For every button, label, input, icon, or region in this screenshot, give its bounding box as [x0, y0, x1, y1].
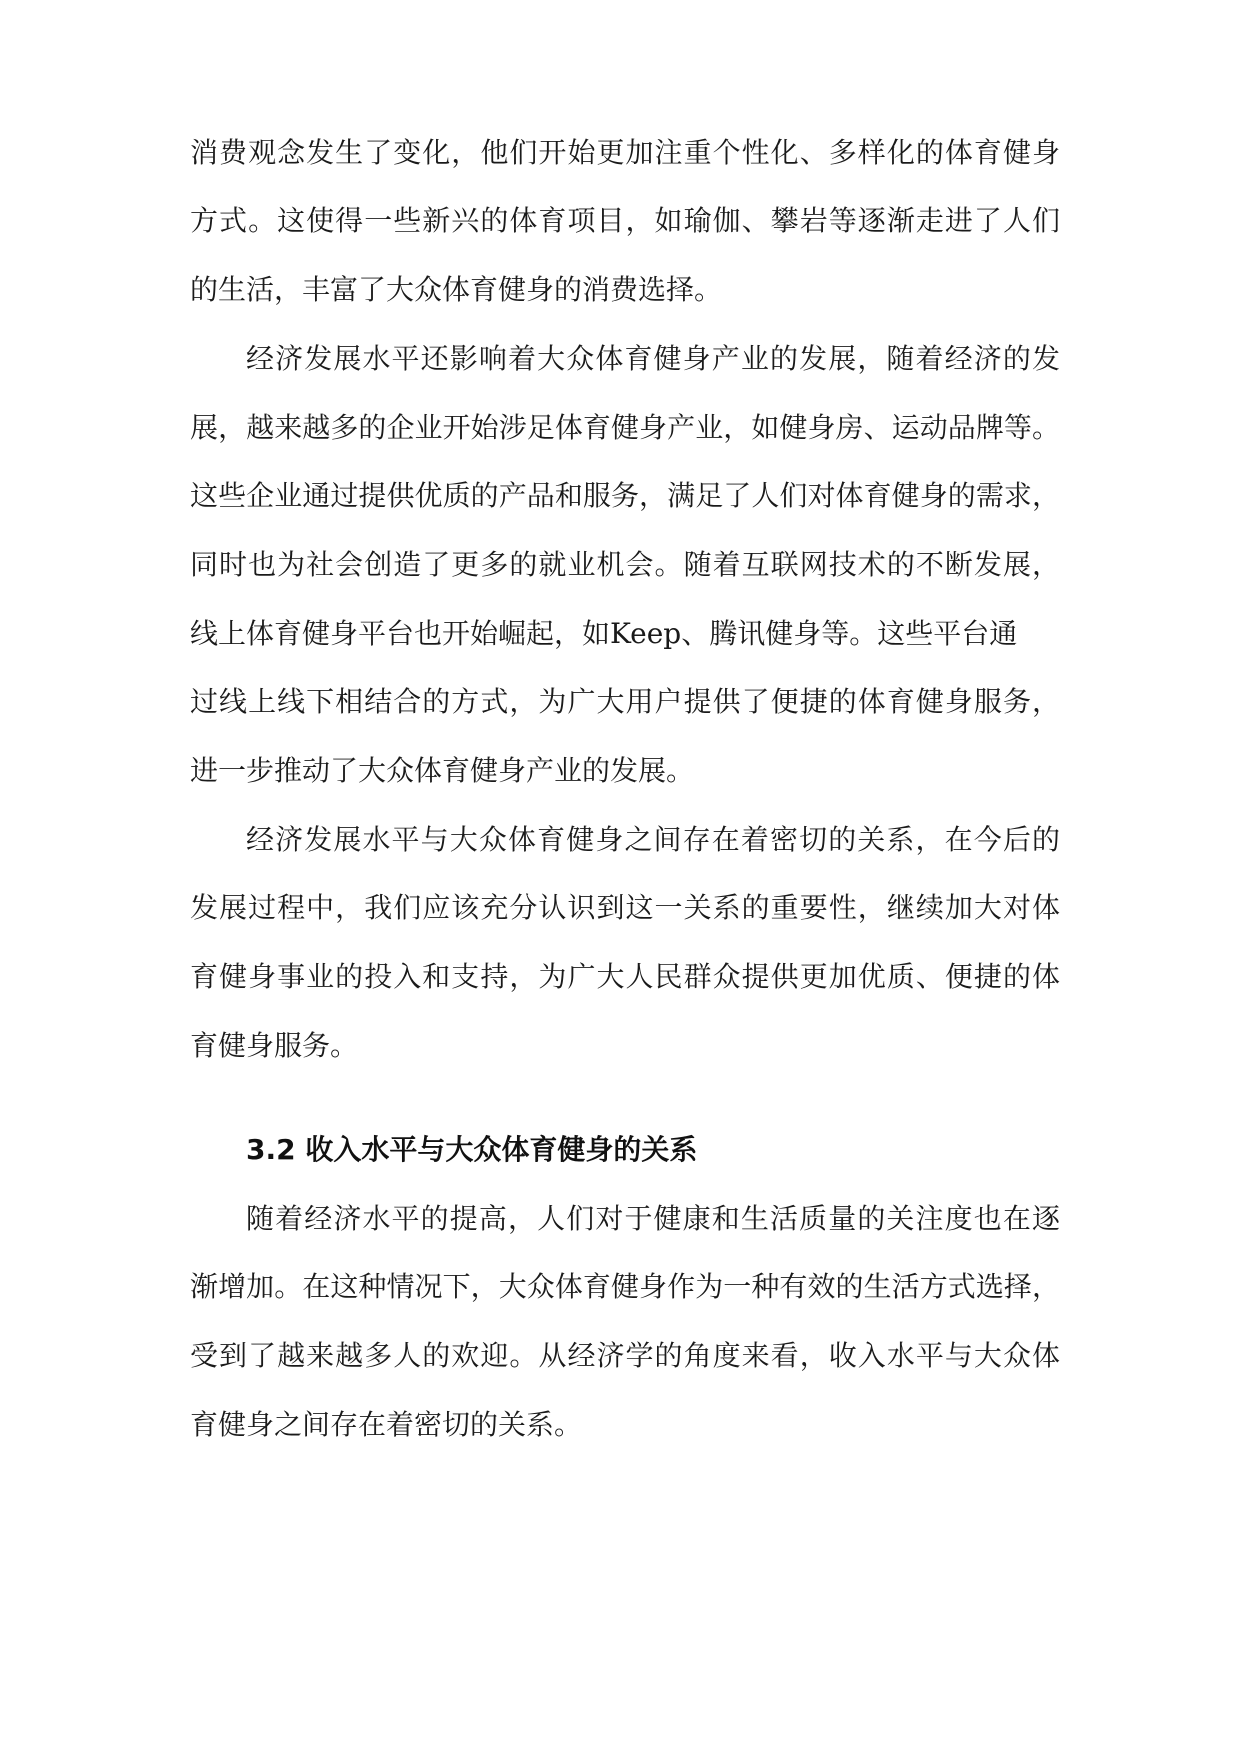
paragraph-line: 经济发展水平还影响着大众体育健身产业的发展，随着经济的发 — [246, 342, 1060, 375]
paragraph-line: 过线上线下相结合的方式，为广大用户提供了便捷的体育健身服务， — [190, 685, 1060, 718]
paragraph-line: 消费观念发生了变化，他们开始更加注重个性化、多样化的体育健身 — [190, 136, 1060, 169]
paragraph-line: 方式。这使得一些新兴的体育项目，如瑜伽、攀岩等逐渐走进了人们 — [190, 204, 1060, 237]
section-heading: 3.2 收入水平与大众体育健身的关系 — [246, 1133, 698, 1166]
paragraph-line: 育健身之间存在着密切的关系。 — [190, 1408, 583, 1441]
paragraph-line: 发展过程中，我们应该充分认识到这一关系的重要性，继续加大对体 — [190, 891, 1060, 924]
paragraph-line: 随着经济水平的提高，人们对于健康和生活质量的关注度也在逐 — [246, 1202, 1060, 1235]
paragraph-line: 渐增加。在这种情况下，大众体育健身作为一种有效的生活方式选择， — [190, 1270, 1060, 1303]
paragraph-line: 展，越来越多的企业开始涉足体育健身产业，如健身房、运动品牌等。 — [190, 411, 1060, 444]
paragraph-line: 同时也为社会创造了更多的就业机会。随着互联网技术的不断发展， — [190, 548, 1060, 581]
paragraph-line: 育健身服务。 — [190, 1029, 359, 1062]
paragraph-line: 的生活，丰富了大众体育健身的消费选择。 — [190, 273, 723, 306]
paragraph-line: 进一步推动了大众体育健身产业的发展。 — [190, 754, 695, 787]
paragraph-line: 经济发展水平与大众体育健身之间存在着密切的关系，在今后的 — [246, 823, 1060, 856]
paragraph-line: 育健身事业的投入和支持，为广大人民群众提供更加优质、便捷的体 — [190, 960, 1060, 993]
paragraph-line: 线上体育健身平台也开始崛起，如Keep、腾讯健身等。这些平台通 — [190, 617, 1018, 650]
paragraph-line: 受到了越来越多人的欢迎。从经济学的角度来看，收入水平与大众体 — [190, 1339, 1060, 1372]
paragraph-line: 这些企业通过提供优质的产品和服务，满足了人们对体育健身的需求， — [190, 479, 1060, 512]
